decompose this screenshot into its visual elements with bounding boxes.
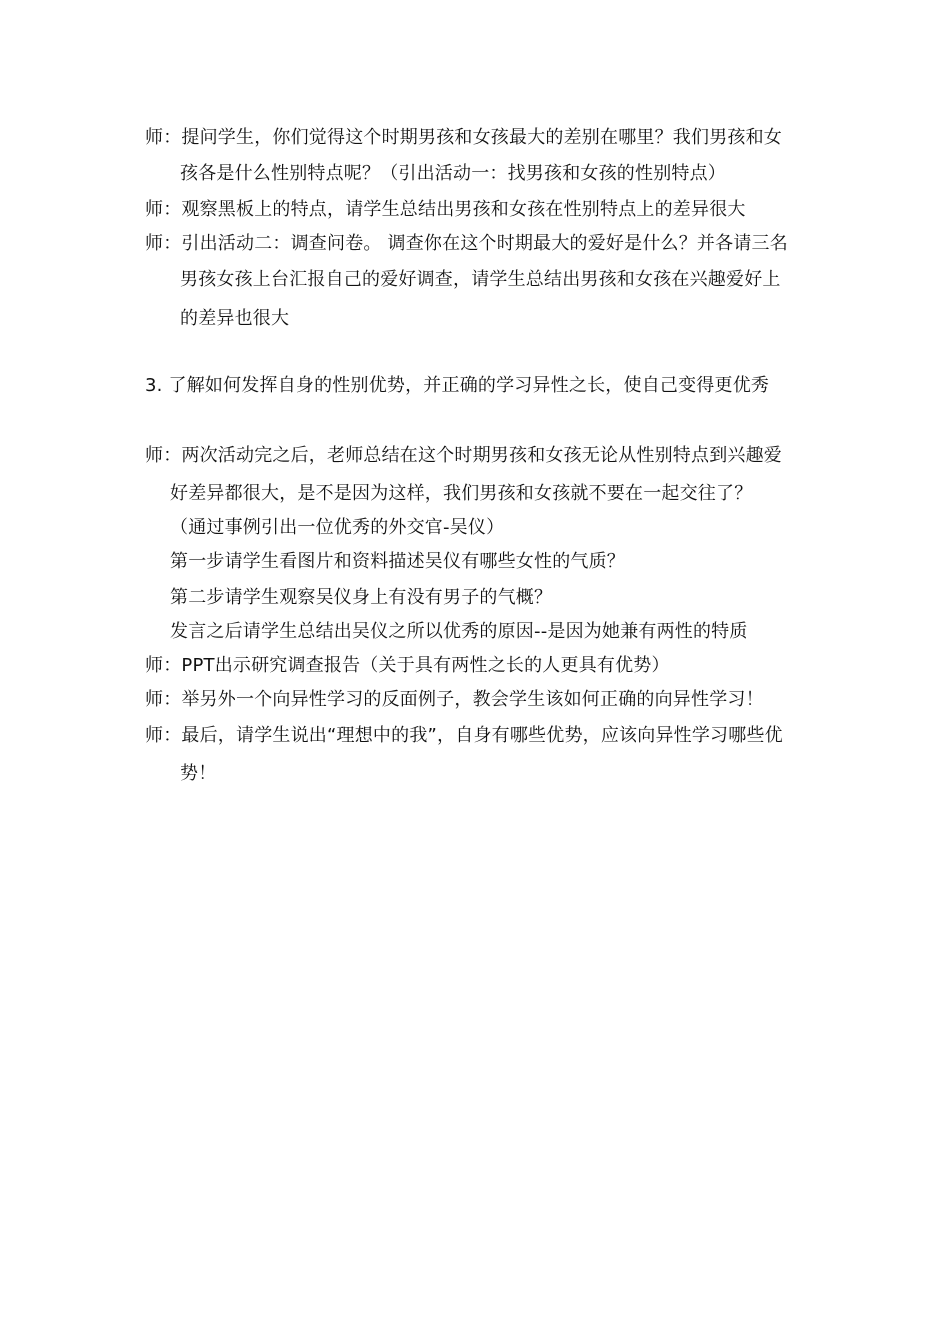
paragraph-line: 孩各是什么性别特点呢？（引出活动一：找男孩和女孩的性别特点） xyxy=(180,163,726,184)
paragraph-line: 师：提问学生，你们觉得这个时期男孩和女孩最大的差别在哪里？我们男孩和女 xyxy=(145,127,782,148)
section-heading: 3. 了解如何发挥自身的性别优势，并正确的学习异性之长，使自己变得更优秀 xyxy=(145,375,770,396)
paragraph-line: 师：最后，请学生说出“理想中的我”，自身有哪些优势，应该向异性学习哪些优 xyxy=(145,725,783,746)
paragraph-line: 势！ xyxy=(180,763,217,784)
paragraph-line: 师：举另外一个向异性学习的反面例子，教会学生该如何正确的向异性学习！ xyxy=(145,689,764,710)
paragraph-line: 发言之后请学生总结出吴仪之所以优秀的原因--是因为她兼有两性的特质 xyxy=(170,621,748,642)
paragraph-line: 男孩女孩上台汇报自己的爱好调查，请学生总结出男孩和女孩在兴趣爱好上 xyxy=(180,269,781,290)
paragraph-line: 好差异都很大，是不是因为这样，我们男孩和女孩就不要在一起交往了？ xyxy=(170,483,753,504)
paragraph-line: 师：PPT出示研究调查报告（关于具有两性之长的人更具有优势） xyxy=(145,655,670,676)
paragraph-line: 师：引出活动二：调查问卷。 调查你在这个时期最大的爱好是什么？并各请三名 xyxy=(145,233,788,254)
paragraph-line: （通过事例引出一位优秀的外交官-吴仪） xyxy=(170,517,505,538)
paragraph-line: 师：观察黑板上的特点，请学生总结出男孩和女孩在性别特点上的差异很大 xyxy=(145,199,746,220)
paragraph-line: 第一步请学生看图片和资料描述吴仪有哪些女性的气质？ xyxy=(170,551,625,572)
paragraph-line: 的差异也很大 xyxy=(180,308,290,329)
paragraph-line: 师：两次活动完之后，老师总结在这个时期男孩和女孩无论从性别特点到兴趣爱 xyxy=(145,445,782,466)
paragraph-line: 第二步请学生观察吴仪身上有没有男子的气概？ xyxy=(170,587,553,608)
